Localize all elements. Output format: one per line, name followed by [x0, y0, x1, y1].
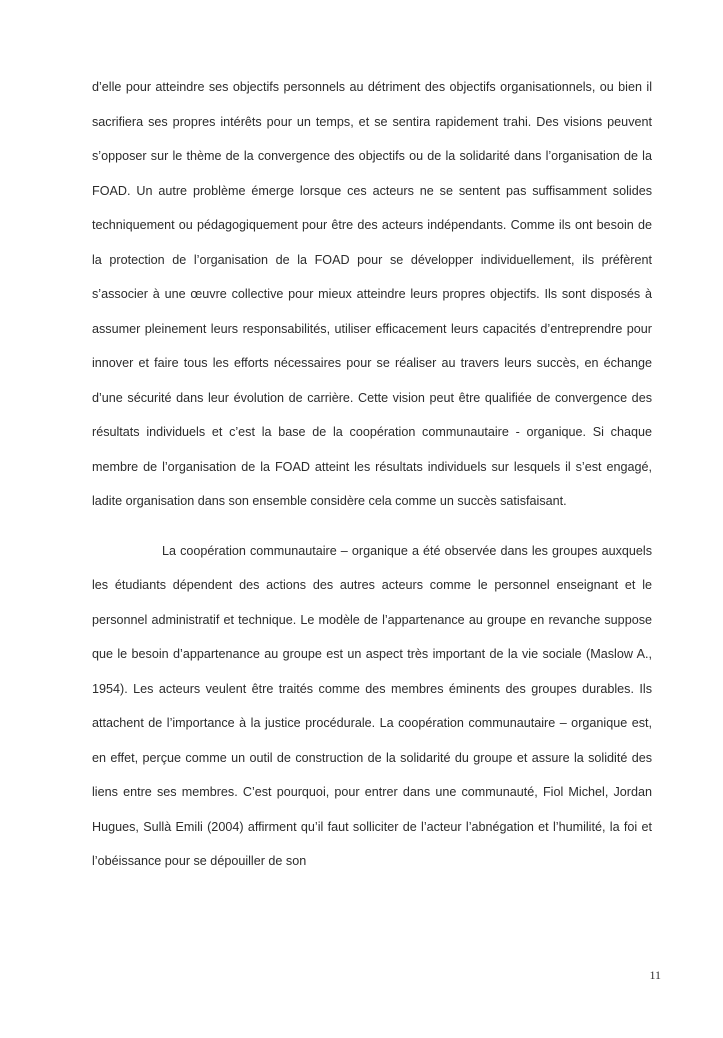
- paragraph-cooperation: La coopération communautaire – organique a été observée dans les groupes auxquels les étudiants dépendent des actions des autres acteurs comme le personnel enseignant et le personnel administratif et technique. Le modèle de l’appartenance au groupe en revanche suppose que le besoin d’appartenance au groupe est un aspect très important de la vie sociale (Maslow A., 1954). Les acteurs veulent être traités comme des membres éminents des groupes durables. Ils attachent de l’importance à la justice procédurale. La coopération communautaire – organique est, en effet, perçue comme un outil de construction de la solidarité du groupe et assure la solidité des liens entre ses membres. C’est pourquoi, pour entrer dans une communauté, Fiol Michel, Jordan Hugues, Sullà Emili (2004) affirment qu’il faut solliciter de l’acteur l’abnégation et l’humilité, la foi et l’obéissance pour se dépouiller de son: [92, 543, 652, 868]
- body-text: [92, 70, 652, 879]
- paragraph-continued: d’elle pour atteindre ses objectifs personnels au détriment des objectifs organisationnels, ou bien il sacrifiera ses propres intérêts pour un temps, et se sentira rapidement trahi. Des visions peuvent s’opposer sur le thème de la convergence des objectifs ou de la solidarité dans l’organisation de la FOAD. Un autre problème émerge lorsque ces acteurs ne se sentent pas suffisamment solides techniquement ou pédagogiquement pour être des acteurs indépendants. Comme ils ont besoin de la protection de l’organisation de la FOAD pour se développer individuellement, ils préfèrent s’associer à une œuvre collective pour mieux atteindre leurs propres objectifs. Ils sont disposés à assumer pleinement leurs responsabilités, utiliser efficacement leurs capacités d’entreprendre pour innover et faire tous les efforts nécessaires pour se réaliser au travers leurs succès, en échange d’une sécurité dans leur évolution de carrière. Cette vision peut être qualifiée de convergence des résultats individuels et c’est la base de la coopération communautaire - organique. Si chaque membre de l’organisation de la FOAD atteint les résultats individuels sur lesquels il s’est engagé, ladite organisation dans son ensemble considère cela comme un succès satisfaisant.: [92, 80, 652, 508]
- page-number: 11: [649, 968, 661, 982]
